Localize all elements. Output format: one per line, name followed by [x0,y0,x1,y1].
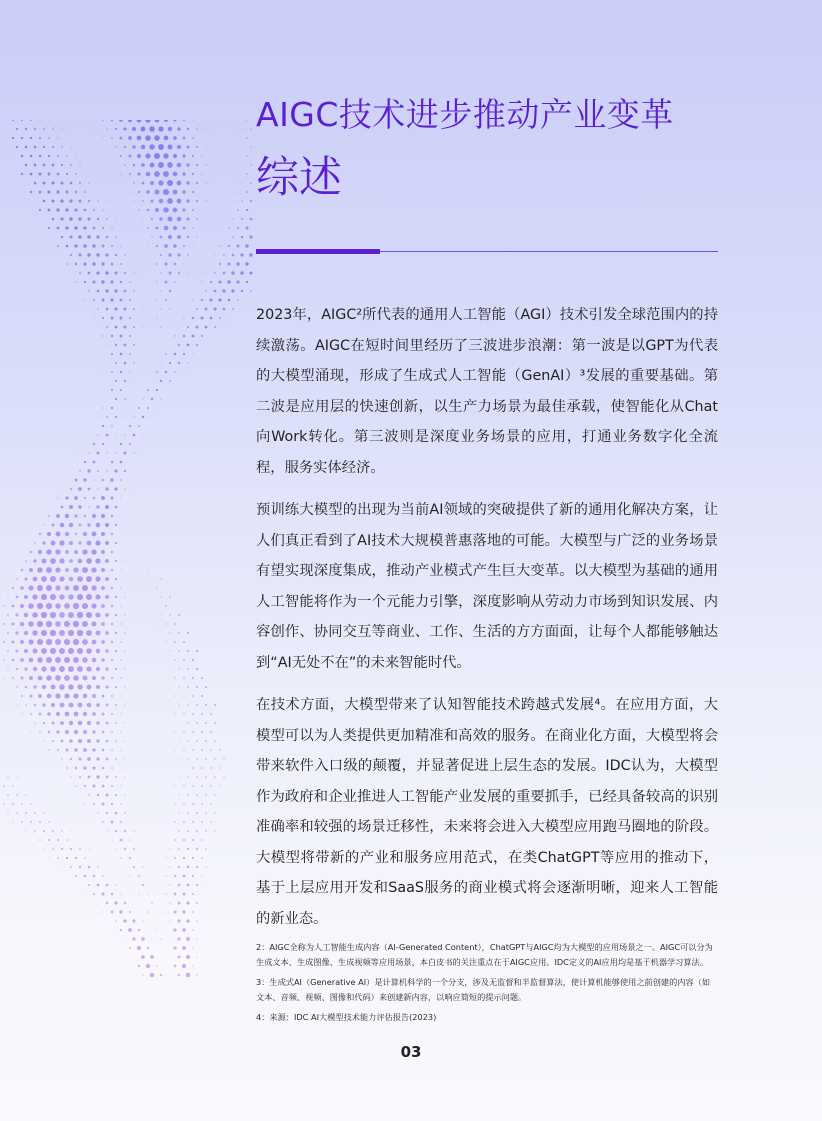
page-title-line2: 综述 [256,153,342,203]
page-title-line1: AIGC技术进步推动产业变革 [256,95,674,134]
footnotes [256,940,718,1031]
dotted-wave-decoration [0,120,260,980]
body-text [256,300,718,946]
title-divider-accent [256,249,380,254]
paragraph-2: 预训练大模型的出现为当前AI领域的突破提供了新的通用化解决方案，让人们真正看到了AI技术大规模普惠落地的可能。大模型与广泛的业务场景有望实现深度集成，推动产业模式产生巨大变革。以大模型为基础的通用人工智能将作为一个元能力引擎，深度影响从劳动力市场到知识发展、内容创作、协同交互等商业、工作、生活的方方面面，让每个人都能够触达到“AI无处不在”的未来智能时代。 [256,502,718,671]
paragraph-1: 2023年，AIGC²所代表的通用人工智能（AGI）技术引发全球范围内的持续激荡。AIGC在短时间里经历了三波进步浪潮：第一波是以GPT为代表的大模型涌现，形成了生成式人工智能（GenAI）³发展的重要基础。第二波是应用层的快速创新，以生产力场景为最佳承载，使智能化从Chat向Work转化。第三波则是深度业务场景的应用，打通业务数字化全流程，服务实体经济。 [256,307,718,476]
paragraph-3: 在技术方面，大模型带来了认知智能技术跨越式发展⁴。在应用方面，大模型可以为人类提供更加精准和高效的服务。在商业化方面，大模型将会带来软件入口级的颠覆，并显著促进上层生态的发展。IDC认为，大模型作为政府和企业推进人工智能产业发展的重要抓手，已经具备较高的识别准确率和较强的场景迁移性，未来将会进入大模型应用跑马圈地的阶段。大模型将带新的产业和服务应用范式，在类ChatGPT等应用的推动下，基于上层应用开发和SaaS服务的商业模式将会逐渐明晰，迎来人工智能的新业态。 [256,697,718,927]
page-title [256,92,674,208]
page-number: 03 [400,1043,422,1061]
footnote-3: 3：生成式AI（Generative AI）是计算机科学的一个分支，涉及无监督和半监督算法，使计算机能够使用之前创建的内容（如文本、音频、视频、图像和代码）来创建新内容，以响应简短的提示问题。 [256,977,711,1002]
footnote-4: 4：来源：IDC AI大模型技术能力评估报告(2023) [256,1012,437,1022]
footnote-2: 2：AIGC全称为人工智能生成内容（AI-Generated Content），ChatGPT与AIGC均为大模型的应用场景之一。AIGC可以分为生成文本、生成图像、生成视频等应用场景，本白皮书的关注重点在于AIGC应用。IDC定义的AI应用均是基于机器学习算法。 [256,942,713,967]
